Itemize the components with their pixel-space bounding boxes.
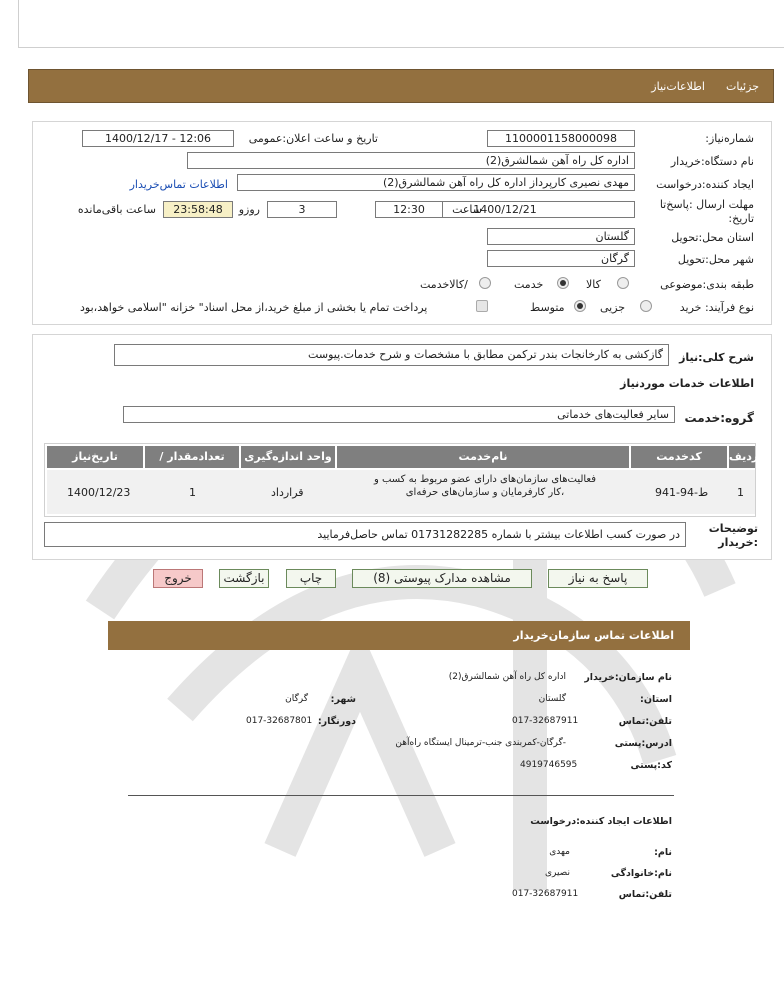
table-header: تاریخ‌نیاز [47, 446, 143, 468]
table-header: نام‌خدمت [337, 446, 629, 468]
remaining-time-field: 23:58:48 [163, 201, 233, 218]
table-header: / تعدادمقدار [145, 446, 239, 468]
buyer-contact-link[interactable]: اطلاعات تماس‌خریدار [129, 178, 228, 191]
buyer-org-label: نام دستگاه‌:خریدار [670, 155, 754, 168]
creator-phone-value: 017-32687911 [512, 889, 579, 899]
buyer-contact-title: اطلاعات تماس سازمان‌خریدار [513, 629, 674, 642]
days-label: روزو [238, 203, 260, 216]
category-label: طبقه بندی‌:موضوعی [660, 278, 754, 291]
creator-field: مهدی نصیری کارپرداز اداره کل راه آهن شمالشرق(2) [237, 174, 635, 191]
tab-bar [28, 69, 774, 103]
creator-family-label: نام:خانوادگی [610, 868, 672, 879]
exit-button[interactable]: خروج [153, 569, 203, 588]
contact-phone-label: تلفن:تماس [618, 716, 672, 727]
delivery-city-label: شهر محل‌:تحویل [677, 253, 754, 266]
tab-details[interactable]: جزئیات [726, 80, 759, 93]
deadline-date-field: 1400/12/21 [375, 201, 635, 218]
process-option-label: متوسط [530, 301, 565, 314]
category-option-label: /کالاخدمت [420, 278, 468, 291]
category-radio-goods[interactable] [617, 277, 629, 289]
services-title: اطلاعات خدمات موردنیاز [620, 377, 754, 390]
need-number-field: 1100001158000098 [487, 130, 635, 147]
buyer-notes-field: در صورت کسب اطلاعات بیشتر با شماره 01731282285 تماس حاصل‌فرمایید [44, 522, 686, 547]
category-radio-service[interactable] [557, 277, 569, 289]
frame-divider [18, 47, 784, 48]
contact-postal-label: کد:پستی [630, 760, 672, 771]
process-radio-minor[interactable] [640, 300, 652, 312]
table-header: واحد اندازه‌گیری [241, 446, 335, 468]
table-header: کدخدمت [631, 446, 727, 468]
back-button[interactable]: بازگشت [219, 569, 269, 588]
remaining-label: ساعت باقی‌مانده [77, 203, 156, 216]
creator-phone-label: تلفن:تماس [618, 889, 672, 900]
contact-address-label: ادرس:پستی [614, 738, 672, 749]
summary-field: گازکشی به کارخانجات بندر ترکمن مطابق با مشخصات و شرح خدمات.پیوست [114, 344, 669, 366]
table-cell-code: ط-94-941 [655, 486, 709, 499]
contact-org-value: اداره کل راه آهن شمالشرق(2) [448, 672, 566, 682]
category-option-label: کالا [586, 278, 601, 291]
tab-need-info[interactable]: اطلاعات‌نیاز [651, 80, 705, 93]
creator-label: ایجاد کننده‌:درخواست [656, 178, 754, 191]
creator-family-value: نصیری [544, 868, 570, 878]
table-cell-date: 1400/12/23 [67, 486, 131, 499]
table-cell-name: فعالیت‌های سازمان‌های دارای عضو مربوط به کسب و ،کار کارفرمایان و سازمان‌های حرفه‌ای [373, 474, 597, 498]
contact-city-label: شهر: [330, 694, 356, 705]
contact-address-value: -گرگان-کمربندی جنب-ترمینال ایستگاه راه‌آهن [395, 738, 566, 748]
contact-province-value: گلستان [538, 694, 566, 704]
announce-date-field: 1400/12/17 - 12:06 [82, 130, 234, 147]
reply-button[interactable]: پاسخ به نیاز [548, 569, 648, 588]
category-radio-goods-service[interactable] [479, 277, 491, 289]
process-radio-medium[interactable] [574, 300, 586, 312]
contact-city-value: گرگان [285, 694, 308, 704]
category-option-label: خدمت [514, 278, 544, 291]
process-option-label: جزیی [600, 301, 626, 314]
contact-fax-value: 017-32687801 [246, 716, 313, 726]
table-cell-unit: قرارداد [271, 486, 304, 499]
table-cell-row: 1 [737, 486, 744, 499]
announce-date-label: تاریخ و ساعت اعلان‌:عمومی [248, 132, 378, 145]
delivery-province-label: استان محل‌:تحویل [671, 231, 754, 244]
view-attachments-button[interactable]: مشاهده مدارک پیوستی (8) [352, 569, 532, 588]
need-number-label: شماره‌نیاز: [705, 132, 754, 145]
days-field: 3 [267, 201, 337, 218]
contact-province-label: استان: [640, 694, 672, 705]
service-group-label: گروه:خدمت [684, 411, 754, 425]
summary-label: شرح کلی:نیاز [679, 351, 754, 364]
contact-phone-value: 017-32687911 [512, 716, 579, 726]
section-divider [128, 795, 674, 796]
treasury-payment-note: پرداخت تمام یا بخشی از مبلغ خرید،از محل اسناد" خزانه "اسلامی خواهد،بود [80, 301, 428, 314]
deadline-time-field: 12:30 [375, 201, 443, 218]
treasury-payment-checkbox[interactable] [476, 300, 488, 312]
delivery-province-field: گلستان [487, 228, 635, 245]
creator-name-label: نام: [654, 847, 672, 858]
table-cell-qty: 1 [189, 486, 196, 499]
process-label: نوع فرآیند: خرید [679, 301, 754, 314]
service-group-field: سایر فعالیت‌های خدماتی [123, 406, 675, 423]
buyer-notes-label: توضیحات :خریدار [708, 522, 758, 549]
delivery-city-field: گرگان [487, 250, 635, 267]
frame-divider [18, 0, 19, 48]
print-button[interactable]: چاپ [286, 569, 336, 588]
deadline-label: مهلت ارسال :پاسخ‌تا تاریخ: [659, 198, 754, 225]
contact-org-label: نام سازمان:خریدار [584, 672, 672, 683]
creator-name-value: مهدی [549, 847, 570, 857]
table-header: ردیف [729, 446, 755, 468]
creator-info-title: اطلاعات ایجاد کننده‌:درخواست [530, 816, 672, 827]
buyer-contact-header [108, 621, 690, 650]
buyer-org-field: اداره کل راه آهن شمالشرق(2) [187, 152, 635, 169]
deadline-time-label: ساعت [452, 203, 482, 216]
contact-postal-value: 4919746595 [520, 760, 578, 770]
contact-fax-label: دورنگار: [317, 716, 356, 727]
